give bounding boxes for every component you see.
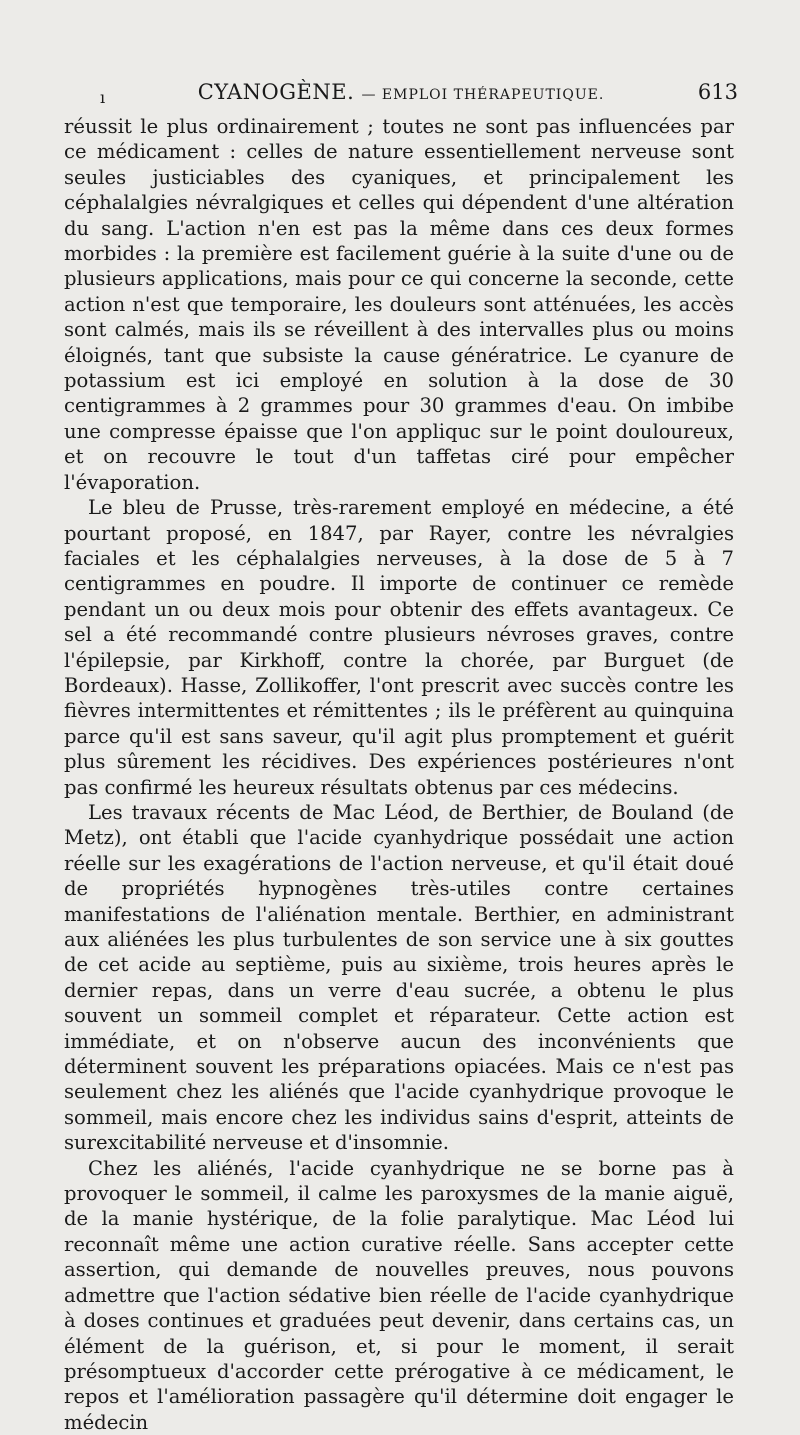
paragraph-continued: réussit le plus ordinairement ; toutes ne sont pas influencées par ce médicament : celles de nature essentiellement nerveuse sont seules justiciables des cyaniques, et principalement les céphalalgies névralgiques et celles qui dépendent d'une altération du sang. L'action n'en est pas la même dans ces deux formes morbides : la première est facilement guérie à la suite d'une ou de plusieurs applications, mais pour ce qui concerne la seconde, cette action n'est que temporaire, les douleurs sont atténuées, les accès sont calmés, mais ils se réveillent à des intervalles plus ou moins éloignés, tant que subsiste la cause génératrice. Le cyanure de potassium est ici employé en solution à la dose de 30 centigrammes à 2 grammes pour 30 grammes d'eau. On imbibe une compresse épaisse que l'on appliquc sur le point douloureux, et on recouvre le tout d'un taffetas ciré pour empêcher l'évaporation. [64, 115, 734, 494]
paragraph-alienes: Chez les aliénés, l'acide cyanhydrique ne se borne pas à provoquer le sommeil, il calme les paroxysmes de la manie aiguë, de la manie hystérique, de la folie paralytique. Mac Léod lui reconnaît même une action curative réelle. Sans accepter cette assertion, qui demande de nouvelles preuves, nous pouvons admettre que l'action sédative bien réelle de l'acide cyanhydrique à doses continues et graduées peut devenir, dans certains cas, un élément de la guérison, et, si pour le moment, il serait présomptueux d'accorder cette prérogative à ce médicament, le repos et l'amélioration passagère qu'il détermine doit engager le médecin [64, 1156, 734, 1434]
header-title [64, 80, 738, 104]
page-number: 613 [697, 80, 738, 104]
chapter-title: CYANOGÈNE. [197, 80, 355, 104]
paragraph-prussian-blue: Le bleu de Prusse, très-rarement employé en médecine, a été pourtant proposé, en 1847, par Rayer, contre les névralgies faciales et les céphalalgies nerveuses, à la dose de 5 à 7 centigrammes en poudre. Il importe de continuer ce remède pendant un ou deux mois pour obtenir des effets avantageux. Ce sel a été recommandé contre plusieurs névroses graves, contre l'épilepsie, par Kirkhoff, contre la chorée, par Burguet (de Bordeaux). Hasse, Zollikoffer, l'ont prescrit avec succès contre les fièvres intermittentes et rémittentes ; ils le préfèrent au quinquina parce qu'il est sans saveur, qu'il agit plus promptement et guérit plus sûrement les récidives. Des expériences postérieures n'ont pas confirmé les heureux résultats obtenus par ces médecins. [64, 496, 734, 799]
running-header [64, 80, 738, 110]
paragraph-recent-works: Les travaux récents de Mac Léod, de Berthier, de Bouland (de Metz), ont établi que l'acide cyanhydrique possédait une action réelle sur les exagérations de l'action nerveuse, et qu'il était doué de propriétés hypnogènes très-utiles contre certaines manifestations de l'aliénation mentale. Berthier, en administrant aux aliénées les plus turbulentes de son service une à six gouttes de cet acide au septième, puis au sixième, trois heures après le dernier repas, dans un verre d'eau sucrée, a obtenu le plus souvent un sommeil complet et réparateur. Cette action est immédiate, et on n'observe aucun des inconvénients que déterminent souvent les préparations opiacées. Mais ce n'est pas seulement chez les aliénés que l'acide cyanhydrique provoque le sommeil, mais encore chez les individus sains d'esprit, atteints de surexcitabilité nerveuse et d'insomnie. [64, 800, 734, 1155]
margin-mark: ı [100, 88, 106, 107]
body-text [64, 114, 734, 1435]
chapter-subtitle: — EMPLOI THÉRAPEUTIQUE. [361, 87, 605, 103]
